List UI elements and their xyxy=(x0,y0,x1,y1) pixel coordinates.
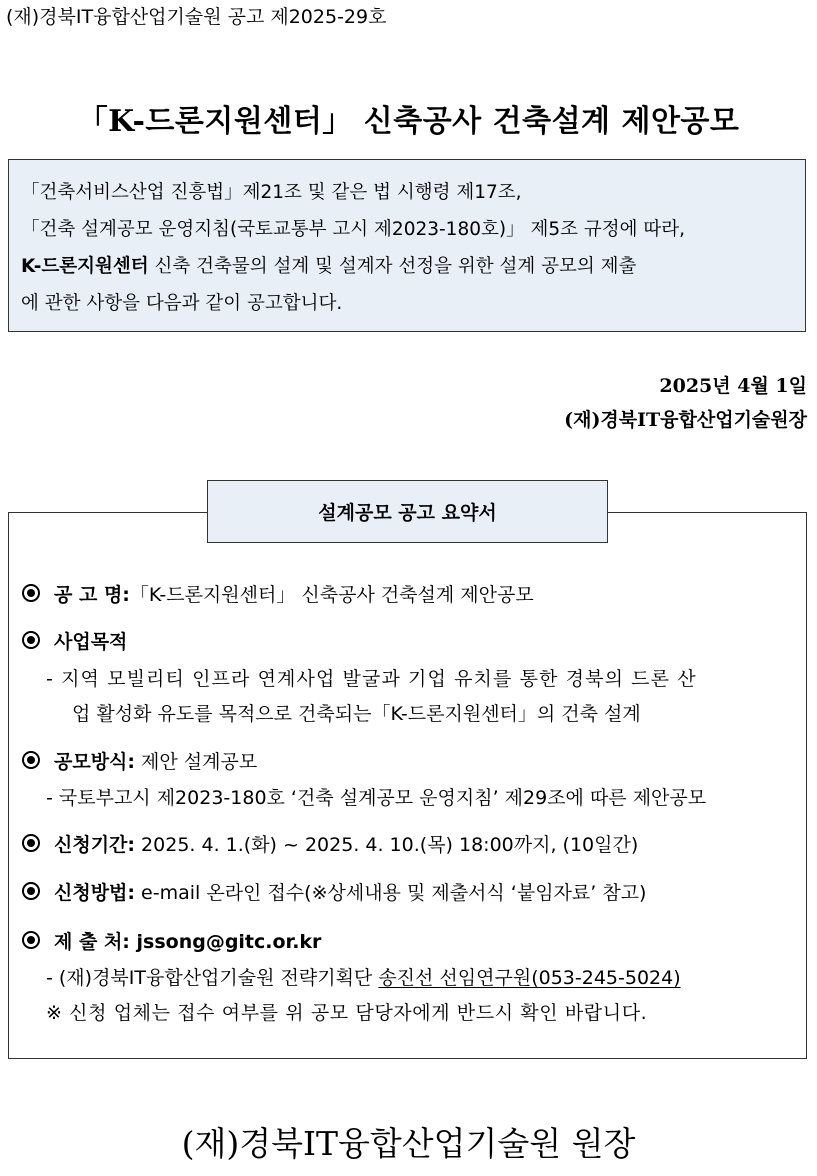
bullet-icon xyxy=(22,882,40,900)
item-label: 공 고 명: xyxy=(54,584,130,606)
footer-org: (재)경북IT융합산업기술원 원장 xyxy=(181,1124,636,1163)
item-label: 공모방식: xyxy=(54,751,136,773)
item-label: 신청방법: xyxy=(54,882,136,904)
item-value: 2025. 4. 1.(화) ~ 2025. 4. 10.(목) 18:00까지, (10일간) xyxy=(135,834,639,856)
contact-person: 송진선 선임연구원(053-245-5024) xyxy=(378,967,681,989)
item-label: 사업목적 xyxy=(54,631,128,653)
purpose-line: 업 활성화 유도를 목적으로 건축되는「K-드론지원센터」의 건축 설계 xyxy=(72,703,641,725)
summary-item-submit-to xyxy=(22,927,321,954)
contact-line xyxy=(46,963,681,990)
contact-prefix: - (재)경북IT융합산업기술원 전략기획단 xyxy=(46,967,379,989)
intro-line: 「건축서비스산업 진흥법」제21조 및 같은 법 시행령 제17조, xyxy=(21,182,522,203)
bullet-icon xyxy=(22,931,40,949)
bullet-icon xyxy=(22,631,40,649)
notice-number: (재)경북IT융합산업기술원 공고 제2025-29호 xyxy=(6,6,387,28)
item-label: 제 출 처: xyxy=(54,931,130,953)
summary-item-notice-name xyxy=(22,580,534,607)
submit-email[interactable]: jssong@gitc.or.kr xyxy=(129,931,322,953)
page-title: 「K-드론지원센터」 신축공사 건축설계 제안공모 xyxy=(77,104,740,139)
purpose-line: - 지역 모빌리티 인프라 연계사업 발굴과 기업 유치를 통한 경북의 드론 산 xyxy=(46,668,697,690)
summary-item-apply-method xyxy=(22,878,646,905)
intro-line: 에 관한 사항을 다음과 같이 공고합니다. xyxy=(21,293,343,314)
summary-title: 설계공모 공고 요약서 xyxy=(207,480,608,543)
intro-line: 「건축 설계공모 운영지침(국토교통부 고시 제2023-180호)」 제5조 규정에 따라, xyxy=(21,219,685,240)
publisher-org: (재)경북IT융합산업기술원장 xyxy=(564,409,807,431)
item-value: 「K-드론지원센터」 신축공사 건축설계 제안공모 xyxy=(129,584,534,606)
confirm-note: ※ 신청 업체는 접수 여부를 위 공모 담당자에게 반드시 확인 바랍니다. xyxy=(46,1002,648,1024)
center-name: K-드론지원센터 xyxy=(21,256,149,277)
bullet-icon xyxy=(22,584,40,602)
bullet-icon xyxy=(22,834,40,852)
intro-line xyxy=(21,248,795,285)
item-label: 신청기간: xyxy=(54,834,136,856)
intro-box xyxy=(8,159,806,332)
publish-date: 2025년 4월 1일 xyxy=(659,375,807,397)
summary-item-period xyxy=(22,830,638,857)
method-detail: - 국토부고시 제2023-180호 ‘건축 설계공모 운영지침’ 제29조에 따른 제안공모 xyxy=(46,787,707,809)
summary-item-method xyxy=(22,747,257,774)
intro-text: 신축 건축물의 설계 및 설계자 선정을 위한 설계 공모의 제출 xyxy=(148,256,637,277)
item-value: 제안 설계공모 xyxy=(135,751,258,773)
bullet-icon xyxy=(22,751,40,769)
item-value: e-mail 온라인 접수(※상세내용 및 제출서식 ‘붙임자료’ 참고) xyxy=(135,882,647,904)
summary-item-purpose xyxy=(22,627,127,654)
